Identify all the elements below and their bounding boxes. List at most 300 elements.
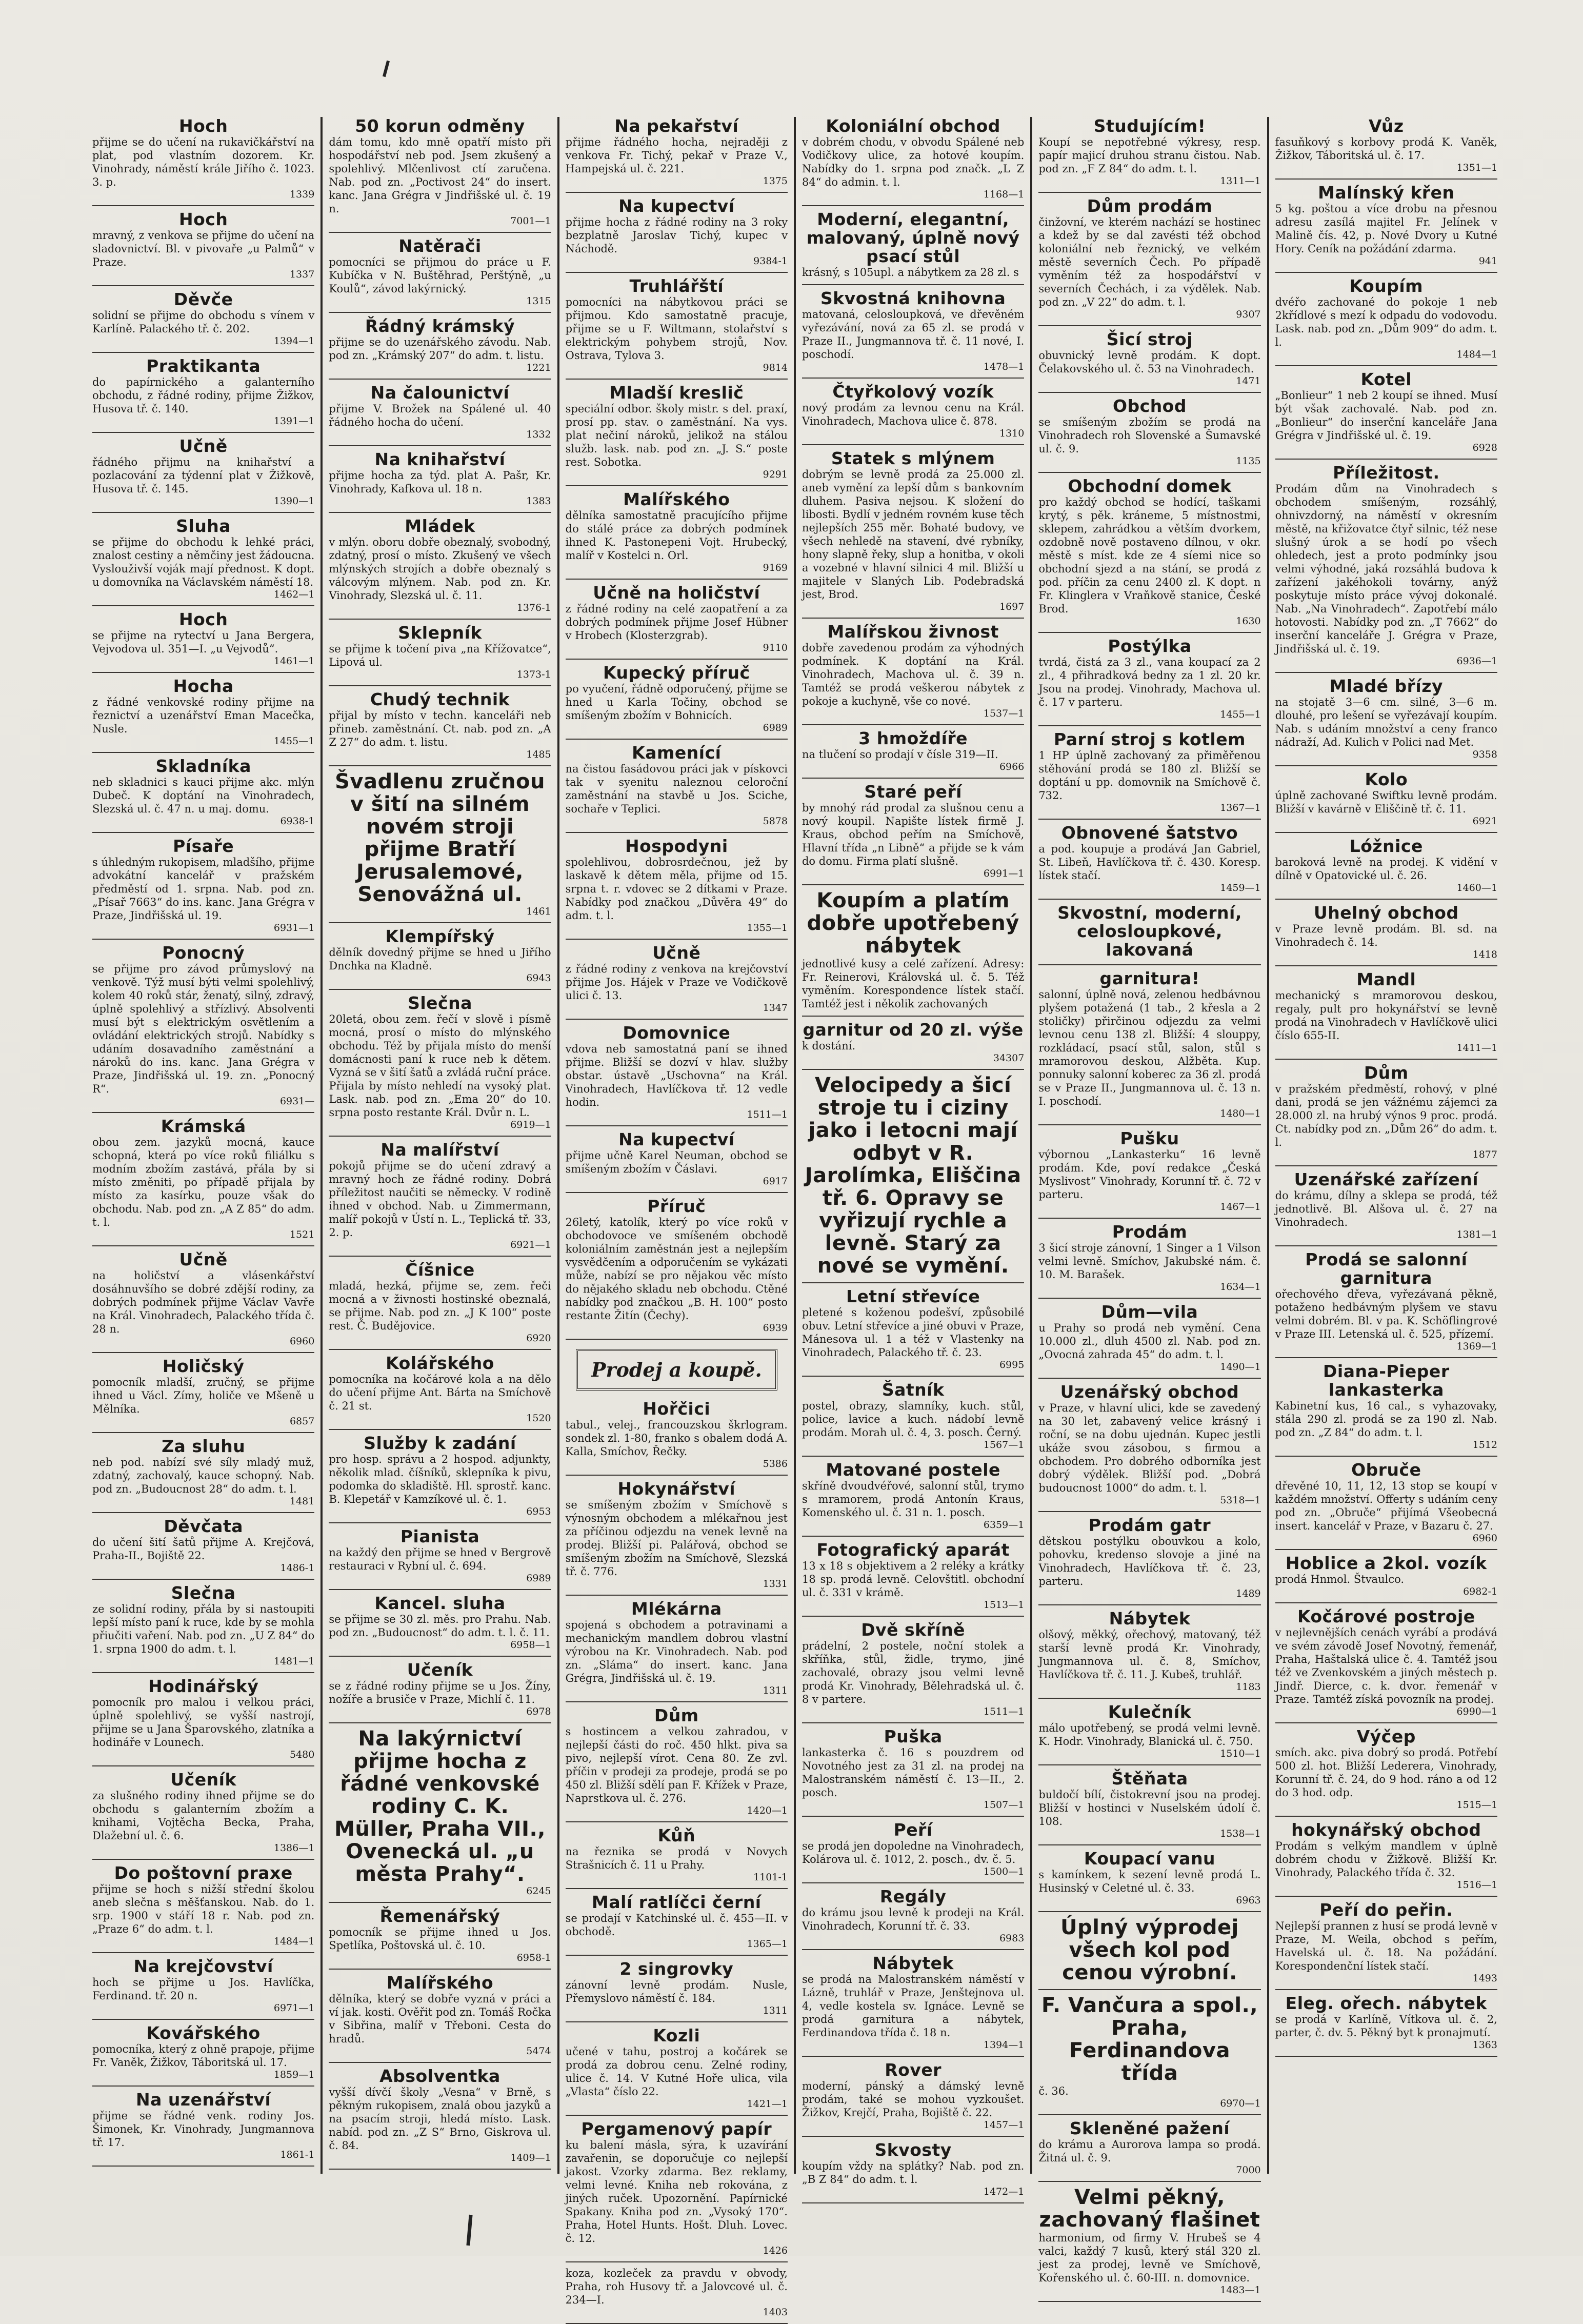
ad-heading: Učeník	[407, 1660, 473, 1680]
classified-ad	[329, 384, 551, 440]
ad-reference-number: 6966	[999, 761, 1025, 772]
classified-ad	[802, 889, 1024, 1010]
ad-reference-number: 1486-1	[280, 1562, 315, 1574]
classified-ad	[802, 783, 1024, 879]
ad-reference-number: 6931—1	[273, 922, 315, 933]
ad-divider	[1038, 632, 1260, 633]
classified-ad	[1038, 1850, 1260, 1906]
ad-heading: Velmi pěkný, zachovaný flašinet	[1039, 2186, 1260, 2232]
ad-divider	[92, 832, 314, 833]
ad-text: Nejlepší prannen z husí se prodá levně v Praze, M. Weila, obchod s peřím, Havelská ul. č. 18. Na požádání. Korespondenční lístek stačí.	[1275, 1920, 1497, 1972]
ad-reference-number: 941	[1478, 255, 1497, 267]
ad-text: 3 šicí stroje zánovní, 1 Singer a 1 Vilson velmi levně. Smíchov, Jakubské nám. č. 10. M. Barašek.	[1038, 1242, 1261, 1281]
ad-reference-number: 1511—1	[983, 1706, 1025, 1717]
ad-text: do učení šití šatů přijme A. Krejčová, Praha-II., Bojiště 22.	[92, 1536, 315, 1562]
ad-heading: Hoch	[178, 609, 228, 629]
ad-heading: Řemenářský	[379, 1906, 500, 1926]
ad-text: lankasterka č. 16 s pouzdrem od Novotného jest za 31 zl. na prodej na Malostranském náměstí č. 13—II., 2. posch.	[801, 1746, 1025, 1799]
ad-text: do krámu, dílny a sklepa se prodá, též jednotlivě. Bl. Alšova ul. č. 27 na Vinohradech.	[1275, 1189, 1497, 1228]
ad-heading: Peří	[893, 1820, 933, 1840]
ad-reference-number: 1515—1	[1456, 1799, 1497, 1811]
ad-reference-number: 6943	[526, 972, 551, 984]
classified-ad	[566, 1130, 788, 1187]
ad-heading: Diana-Pieper lankasterka	[1323, 1361, 1450, 1400]
ad-reference-number: 1861-1	[280, 2149, 315, 2160]
classified-ad	[329, 994, 551, 1130]
ad-heading: Šatník	[881, 1380, 945, 1400]
ad-heading: Obruče	[1351, 1460, 1421, 1480]
ad-reference-number: 6938-1	[280, 816, 315, 827]
ad-heading: Na malířství	[380, 1140, 499, 1160]
ad-text: po vyučení, řádně odporučený, přijme se hned u Karla Točiny, obchod se smíšeným zbožím v Bohnicích.	[565, 683, 788, 722]
ad-text: k dostání.	[801, 1040, 856, 1052]
ad-divider	[92, 1112, 314, 1113]
ad-reference-number: 1521	[289, 1229, 315, 1240]
ad-reference-number: 1409—1	[510, 2152, 551, 2163]
ad-reference-number: 1489	[1236, 1588, 1261, 1599]
ad-reference-number: 6995	[999, 1359, 1025, 1370]
ad-heading: Skvosty	[874, 2140, 952, 2160]
classified-ad	[92, 757, 314, 827]
ad-divider	[1038, 1378, 1260, 1379]
ad-reference-number: 6963	[1236, 1895, 1261, 1906]
ad-text: Prodám dům na Vinohradech s obchodem smíšeným, rozsáhlý, ohnivzdorný, na náměstí v okresním městě, na křižovatce čtyř silnic, též nese slušný úrok a se hodí po všech ohledech, jest a proto podmínky jsou velmi výhodné, jaká rozsáhlá budova k zařízení jakéhokoli továrny, anýž poskytuje místo práce vývoj dokonalé. Nab. „Na Vinohradech“. Zapotřebí málo hotovosti. Nabídky pod zn. „T 7662“ do inserční kanceláře J. Grégra v Praze, Jindřišská ul. č. 19.	[1275, 483, 1497, 655]
ad-reference-number: 1510—1	[1220, 1748, 1261, 1759]
classified-ad	[802, 1461, 1024, 1531]
classified-ad	[92, 837, 314, 933]
ad-text: baroková levně na prodej. K vidění v dílně v Opatovické ul. č. 26.	[1275, 856, 1497, 882]
ad-divider	[1038, 899, 1260, 900]
classified-ad	[92, 1250, 314, 1347]
ad-divider	[92, 1432, 314, 1433]
ad-text: na řeznika se prodá v Novych Strašnicích č. 11 u Prahy.	[565, 1845, 788, 1871]
ad-divider	[802, 778, 1024, 779]
ad-reference-number: 9358	[1472, 749, 1497, 760]
ad-divider	[1038, 192, 1260, 193]
ad-text: pomocník pro malou i velkou práci, úplně spolehlivý, se vyšší nastrojí, přijme se u Jana Šparovského, zlatníka a hodináře v Lounech.	[92, 1696, 315, 1749]
ad-text: vdova neb samostatná paní se ihned přijme. Bližší se dozví v hlav. služby obstar. ústavě „Uschovna“ na Král. Vinohradech, Havlíčkova tř. 12 vedle hodin.	[565, 1043, 788, 1108]
ad-text: koupím vždy na splátky? Nab. pod zn. „B Z 84“ do adm. t. l.	[801, 2160, 1025, 2186]
classified-ad	[566, 2120, 788, 2256]
classified-ad	[1038, 1770, 1260, 1839]
classified-ad	[1275, 1727, 1497, 1811]
ad-reference-number: 1630	[1236, 615, 1261, 627]
ad-reference-number: 1537—1	[983, 708, 1025, 719]
ad-divider	[566, 1888, 788, 1889]
classified-ad	[802, 1541, 1024, 1611]
classified-ad	[329, 1974, 551, 2057]
ad-divider	[92, 1512, 314, 1513]
ad-text: na stojatě 3—6 cm. silné, 3—6 m. dlouhé, pro lešení se vyřezávají koupím. Nab. s udáním množství a ceny franco nádraží, Ad. Kulich v Polici nad Met.	[1275, 696, 1497, 748]
ad-text: přijme řádného hocha, nejraději z venkova Fr. Tichý, pekař v Praze V., Hampejská ul. č. 221.	[565, 136, 788, 175]
ad-text: spojená s obchodem a potravinami a mechanickým mandlem dobrou vlastní výrobou na Kr. Vinohradech. Nab. pod zn. „Sláma“ do insert. kanc. Jana Grégra, Jindřišská ul. č. 19.	[565, 1619, 788, 1684]
ad-reference-number: 1538—1	[1220, 1828, 1261, 1839]
classified-ad	[1038, 1610, 1260, 1693]
classified-ad	[329, 1907, 551, 1963]
ad-heading: Hoch	[178, 116, 228, 136]
ad-divider	[802, 444, 1024, 445]
ad-heading: Domovnice	[623, 1023, 731, 1043]
ad-text: na každý den přijme se hned v Bergrově restauraci v Rybní ul. č. 694.	[329, 1546, 551, 1572]
ad-divider	[1275, 1165, 1497, 1166]
ad-heading: Absolventka	[379, 2066, 500, 2086]
ad-heading: Prodám gatr	[1088, 1515, 1211, 1535]
ad-text: v mlýn. oboru dobře obeznalý, svobodný, zdatný, prosí o místo. Zkušený ve všech mlýnských strojích a dobře obeznalý s válcovým mlýnem. Nab. pod zn. Kr. Vinohrady, Slezská ul. č. 11.	[329, 536, 551, 602]
ad-text: přijme se do učení na rukavičkářství na plat, pod vlastním dozorem. Kr. Vinohrady, náměstí krále Jiřího č. 1023. 3. p.	[92, 136, 315, 188]
ad-heading: Do poštovní praxe	[114, 1863, 293, 1883]
ad-heading: Na krejčovství	[133, 1956, 273, 1976]
ad-heading: Děvče	[173, 289, 233, 309]
classified-ad	[802, 449, 1024, 612]
classified-ad	[802, 1727, 1024, 1811]
ad-reference-number: 6921	[1472, 816, 1497, 827]
ad-text: tabul., velej., francouzskou škrlogram. sondek zl. 1-80, franko s obalem dodá A. Kalla, Smíchov, Řečky.	[565, 1419, 788, 1458]
classified-ad	[566, 2267, 788, 2318]
ad-text: v dobrém chodu, v obvodu Spálené neb Vodičkovy ulice, za hotové koupím. Nabídky do 1. srpna pod značk. „L Z 84“ do admin. t. l.	[801, 136, 1025, 188]
ad-divider	[329, 1256, 551, 1257]
ad-reference-number: 1420—1	[747, 1805, 788, 1816]
ad-heading: Mládek	[405, 516, 475, 536]
classified-ad	[566, 1706, 788, 1816]
ad-divider	[329, 922, 551, 923]
ad-heading: Pergamenový papír	[581, 2119, 772, 2139]
ad-text: ze solidní rodiny, přála by si nastoupiti lepší místo paní k ruce, kde by se mohla přiučiti vaření. Nab. pod zn. „U Z 84“ do 1. srpna 1900 do adm. t. l.	[92, 1603, 315, 1655]
ad-text: se smíšeným zbožím se prodá na Vinohradech roh Slovenské a Šumavské ul. č. 9.	[1038, 416, 1261, 455]
ad-text: u Prahy so prodá neb vymění. Cena 10.000 zl., dluh 4500 zl. Nab. pod zn. „Ovocná zahrada 45“ do adm. t. l.	[1038, 1322, 1261, 1361]
ad-heading: Natěrači	[398, 236, 482, 256]
ad-divider	[1275, 832, 1497, 833]
ad-reference-number: 9291	[763, 469, 788, 480]
ad-divider	[802, 724, 1024, 725]
ad-text: do krámu a Aurorova lampa so prodá. Žitná ul. č. 9.	[1038, 2138, 1261, 2164]
ad-heading: Na lakýrnictví přijme hocha z řádné venkovské rodiny C. K. Müller, Praha VII., Ovenecká ul. „u města Prahy“.	[334, 1727, 546, 1886]
ad-reference-number: 1481	[289, 1496, 315, 1507]
ad-reference-number: 1481—1	[273, 1656, 315, 1667]
ad-text: „Bonlieur“ 1 neb 2 koupí se ihned. Musí být však zachovalé. Nab. pod zn. „Bonlieur“ do inserční kanceláře Jana Grégra v Jindřišské ul. č. 19.	[1275, 389, 1497, 442]
ad-reference-number: 1457—1	[983, 2119, 1025, 2131]
ad-heading: Koupím	[1349, 276, 1424, 296]
ad-divider	[566, 2261, 788, 2262]
ad-text: speciální odbor. školy mistr. s del. praxí, prosí pp. stav. o zaměstnání. Na vys. plat nečiní nároků, jelikož na stálou služb. lask. nab. pod zn. „J. S.“ poste rest. Sobotka.	[565, 403, 788, 468]
ad-heading: Na uzenářství	[136, 2090, 271, 2110]
classified-ad	[566, 2027, 788, 2110]
col-4	[796, 116, 1032, 2197]
ad-reference-number: 5878	[763, 816, 788, 827]
ad-heading: Obchodní domek	[1068, 476, 1232, 496]
ad-text: pro každý obchod se hodící, taškami krytý, s pěk. kráneme, 5 místnostmi, sklepem, zahrádkou a větším dvorkem, ozdobně nově postaveno dílnou, v okr. městě s míst. kde ze 4 síemi nice so obchodní sjezd a na stání, se prodá z pod. příčin za cenu 2400 zl. K dopt. n Fr. Klinglera v Vraňkově stanice, České Brod.	[1038, 496, 1261, 615]
ad-text: se přijme do obchodu k lehké práci, znalost cestiny a němčiny jest žádoucna. Vyslouživší voják mají přednost. K dopt. u domovníka na Václavském náměstí 18.	[92, 536, 315, 588]
classified-ad	[566, 1480, 788, 1590]
ad-divider	[92, 2019, 314, 2020]
classified-ad	[1038, 1916, 1260, 1984]
ad-text: se prodá na Malostranském náměstí v Lázně, truhlář v Praze, Jenštejnova ul. 4, vedle kostela sv. Ignáce. Levně se prodá garnitura a nábytek, Ferdinandova třída č. 18 n.	[801, 1973, 1025, 2039]
ad-heading: Puška	[884, 1726, 943, 1746]
ad-text: prodá Hnmol. Štvaulco.	[1275, 1573, 1405, 1585]
ad-reference-number: 7000	[1236, 2164, 1261, 2176]
ad-heading: Uzenářský obchod	[1060, 1382, 1239, 1402]
classified-ad	[566, 1960, 788, 2016]
ad-text: prádelní, 2 postele, noční stolek a skříňka, stůl, židle, trymo, jiné zachovalé, obrazy jsou velmi levně prodá Kr. Vinohrady, Bělehradská ul. č. 8 v partere.	[801, 1640, 1025, 1705]
ad-heading: Kupecký příruč	[603, 663, 750, 683]
classified-ad	[566, 197, 788, 267]
ad-divider	[92, 2166, 314, 2167]
classified-columns	[86, 116, 1504, 2318]
ad-text: koza, kozleček za pravdu v obvody, Praha, roh Husovy tř. a Jalovcové ul. č. 234—I.	[565, 2267, 788, 2306]
ad-text: salonní, úplně nová, zelenou hedbávnou plyšem potažená (1 tab., 2 křesla a 2 stoličky) přirčinou odjezdu za velmi levnou cenu 138 zl. Bližší: 4 slouppy, rozkládací, psací stůl, salon, stůl s mramorovou deskou, Alžběta. Kup. ponnuky salonní koberec za 36 zl. prodá se v Praze II., Jungmannova ul. č. 13 n. I. poschodí.	[1038, 988, 1261, 1107]
ad-text: vyšší dívčí školy „Vesna“ v Brně, s pěkným rukopisem, znalá obou jazyků a na psacím stroji, hledá místo. Lask. nabíd. pod zn. „Z S“ Brno, Giskrova ul. č. 84.	[329, 2086, 551, 2152]
ad-heading: Mladší kreslič	[609, 383, 744, 403]
ad-heading: Hokynářství	[617, 1479, 736, 1499]
ad-heading: hokynářský obchod	[1291, 1820, 1481, 1840]
ad-reference-number: 1485	[526, 749, 551, 760]
ad-divider	[92, 672, 314, 673]
ad-heading: Regály	[879, 1886, 947, 1906]
ad-divider	[1275, 365, 1497, 366]
ad-heading: Sklepník	[398, 623, 482, 643]
ad-heading: Klempířský	[385, 926, 495, 946]
ad-heading: Na čalounictví	[370, 383, 510, 403]
ad-heading: Výčep	[1356, 1726, 1416, 1746]
ad-divider	[1038, 819, 1260, 820]
ad-heading: Slečna	[171, 1583, 236, 1603]
ad-divider	[1275, 178, 1497, 180]
classified-ad	[1275, 1821, 1497, 1891]
ad-reference-number: 9814	[763, 362, 788, 373]
ad-divider	[92, 752, 314, 753]
ad-divider	[1275, 1722, 1497, 1723]
classified-ad	[566, 117, 788, 187]
ad-heading: Prodám	[1112, 1222, 1188, 1242]
ad-heading: Ponocný	[162, 943, 245, 963]
ink-mark	[466, 2215, 472, 2246]
ad-reference-number: 1421—1	[747, 2098, 788, 2110]
classified-ad	[1275, 1901, 1497, 1984]
ad-reference-number: 1403	[763, 2307, 788, 2318]
ad-reference-number: 1859—1	[273, 2069, 315, 2080]
ad-text: dětskou postýlku obouvkou a kolo, pohovku, kredenso slovoje a jiné na Vinohradech, Havlíčkova tř. č. 23, parteru.	[1038, 1535, 1261, 1587]
ad-divider	[329, 765, 551, 766]
ad-reference-number: 6919—1	[510, 1119, 551, 1130]
ad-divider	[802, 1456, 1024, 1457]
classified-ad	[566, 384, 788, 480]
ad-heading: Malínský křen	[1318, 183, 1455, 203]
ad-heading: Kotel	[1360, 369, 1412, 389]
ad-heading: Dvě skříně	[861, 1620, 966, 1640]
ad-text: postel, obrazy, slamníky, kuch. stůl, police, lavice a kuch. nádobí levně prodám. Morah ul. č. 4, 3. posch. Černý.	[801, 1400, 1025, 1439]
ad-reference-number: 6953	[526, 1506, 551, 1517]
ad-text: neb skladnici s kauci přijme akc. mlýn Dubeč. K doptání na Vinohradech, Slezská ul. č. 47 n. u maj. domu.	[92, 776, 315, 815]
classified-ad	[1038, 397, 1260, 467]
ad-reference-number: 1351—1	[1456, 162, 1497, 173]
classified-ad	[566, 1400, 788, 1469]
ad-divider	[1038, 1604, 1260, 1605]
classified-ad	[329, 450, 551, 507]
ad-reference-number: 6978	[526, 1706, 551, 1717]
classified-ad	[802, 117, 1024, 200]
ad-reference-number: 1455—1	[273, 736, 315, 747]
classified-ad	[1038, 1129, 1260, 1213]
ad-text: mravný, z venkova se přijme do učení na sladovnictví. Bl. v pivovaře „u Palmů“ v Praze.	[92, 229, 315, 268]
ad-text: přijme se do uzenářského závodu. Nab. pod zn. „Krámský 207“ do adm. t. listu.	[329, 336, 551, 362]
ad-text: Prodám s velkým mandlem v úplně dobrém chodu v Žižkově. Bližší Kr. Vinohrady, Palackého třída č. 32.	[1275, 1840, 1497, 1879]
ad-divider	[1038, 1764, 1260, 1765]
ad-text: Koupí se nepotřebné výkresy, resp. papír majicí druhou stranu čistou. Nab. pod zn. „F Z 84“ do adm. t. l.	[1038, 136, 1261, 175]
ad-reference-number: 6960	[289, 1336, 315, 1347]
ad-heading: Fotografický aparát	[816, 1540, 1010, 1560]
ad-reference-number: 1183	[1236, 1681, 1261, 1693]
ad-heading: Příležitost.	[1333, 463, 1440, 483]
classified-ad	[1275, 117, 1497, 173]
ad-text: spolehlivou, dobrosrdečnou, jež by laskavě k dětem měla, přijme od 15. srpna t. r. vdovec se 2 dítkami v Praze. Nabídky pod značkou „Důvěra 49“ do adm. t. l.	[565, 856, 788, 922]
ad-reference-number: 5386	[763, 1458, 788, 1469]
ad-text: na tlučení so prodají v čísle 319—II.	[801, 748, 998, 761]
ad-divider	[329, 1349, 551, 1350]
ad-text: z řádné rodiny z venkova na krejčovství přijme Jos. Hájek v Praze ve Vodičkově ulici č. 13.	[565, 963, 788, 1002]
ad-divider	[92, 1859, 314, 1860]
ad-divider	[566, 832, 788, 833]
ad-text: mladá, hezká, přijme se, zem. řeči mocná a v živnosti hostinské obeznalá, se přijme. Nab. pod zn. „J K 100“ poste rest. Č. Budějovice.	[329, 1280, 551, 1332]
ad-divider	[1275, 1896, 1497, 1897]
ad-heading: 2 singrovky	[619, 1959, 734, 1979]
ad-text: solidní se přijme do obchodu s vínem v Karlíně. Palackého tř. č. 202.	[92, 309, 315, 335]
ad-heading: Mladé břízy	[1329, 676, 1443, 696]
ad-heading: Kozli	[653, 2025, 700, 2045]
ad-text: se prodají v Katchinské ul. č. 455—II. v obchodě.	[565, 1912, 788, 1938]
ad-divider	[802, 284, 1024, 285]
classified-ad	[92, 944, 314, 1107]
classified-ad	[1275, 677, 1497, 760]
ad-heading: Skladníka	[155, 756, 251, 776]
classified-ad	[1038, 904, 1260, 959]
ad-divider	[329, 232, 551, 233]
classified-ad	[329, 1727, 551, 1897]
classified-ad	[802, 1287, 1024, 1370]
ad-divider	[1038, 1844, 1260, 1845]
ad-text: harmonium, od firmy V. Hrubeš se 4 valci, každý 7 kusů, který stál 320 zl. jest za prodej, levně ve Smíchově, Kořenského ul. č. 60-III. n. domovnice.	[1038, 2232, 1261, 2284]
classified-ad	[92, 1517, 314, 1574]
ad-divider	[329, 445, 551, 446]
ad-text: dělníka samostatně pracujícího přijme do stálé práce za dobrých podmínek ihned K. Pastonepeni Vojt. Hrubecký, malíř v Kostelci n. Orl.	[565, 509, 788, 562]
ad-divider	[329, 1429, 551, 1430]
ad-heading: Truhlářští	[629, 276, 724, 296]
ad-text: pletené s koženou podešví, způsobilé obuv. Letní střevíce a jiné obuvi v Praze, Mánesova ul. 1 a též v Vlastenky na Vinohradech, Palackého tř. č. 23.	[801, 1306, 1025, 1359]
classified-ad	[1275, 1362, 1497, 1451]
ad-divider	[1038, 2301, 1260, 2302]
ad-heading: garnitur od 20 zl. výše	[803, 1020, 1024, 1040]
classified-ad	[329, 237, 551, 307]
ad-reference-number: 1455—1	[1220, 709, 1261, 720]
ad-heading: Na kupectví	[618, 1129, 735, 1149]
ad-reference-number: 1355—1	[747, 922, 788, 933]
ad-divider	[329, 989, 551, 990]
classified-ad	[1038, 1303, 1260, 1373]
ad-text: úplně zachované Swiftku levně prodám. Bližší v kavárně v Eliščině tř. č. 11.	[1275, 789, 1497, 815]
ad-reference-number: 6983	[999, 1933, 1025, 1944]
ad-divider	[329, 1902, 551, 1903]
ad-heading: Učně	[652, 943, 701, 963]
ad-text: ku balení másla, sýra, k uzavírání zavařenin, se doporučuje co nejlepší jakost. Vzorky zdarma. Bez reklamy, velmi levné. Kniha neb rokována, z jiných ruček. Upozornění. Papírnické Spakany. Kniha pod zn. „Vysoký 170“. Praha, Hotel Hunts. Hošt. Dluh. Lovec. č. 12.	[565, 2139, 788, 2244]
classified-ad	[1275, 837, 1497, 893]
classified-ad	[1038, 477, 1260, 627]
classified-ad	[566, 837, 788, 933]
ad-reference-number: 6982-1	[1463, 1586, 1497, 1597]
ad-reference-number: 1511—1	[747, 1109, 788, 1120]
ad-reference-number: 6931—	[279, 1096, 315, 1107]
ad-reference-number: 6921—1	[510, 1239, 551, 1250]
ad-divider	[1038, 472, 1260, 473]
ad-divider	[1038, 725, 1260, 726]
col-2	[323, 117, 559, 2174]
ad-divider	[802, 884, 1024, 885]
ad-divider	[1038, 1124, 1260, 1125]
ad-text: 26letý, katolík, který po více roků v obchodovoce ve smíšeném obchodě koloniálním zaměstnán jest a nejlepším vysvědčením a odporučením se vykázati může, nabízí se pro nějakou věc místo do nějakého skladu neb obchodu. Ctěné nabídky pod značkou „B. H. 100“ posto restante Žitín (Čechy).	[565, 1216, 788, 1322]
ad-reference-number: 1461	[526, 906, 551, 917]
ad-reference-number: 1567—1	[983, 1439, 1025, 1451]
ad-heading: Číšnice	[405, 1260, 475, 1280]
ad-heading: Vůz	[1369, 116, 1404, 136]
ad-reference-number: 1472—1	[983, 2186, 1025, 2197]
ad-reference-number: 7001—1	[510, 215, 551, 227]
classified-ad	[802, 2061, 1024, 2131]
ad-reference-number: 1634—1	[1220, 1281, 1261, 1293]
ad-reference-number: 1418	[1472, 949, 1497, 960]
ad-reference-number: 1339	[289, 189, 315, 200]
ad-text: nový prodám za levnou cenu na Král. Vinohradech, Machova ulice č. 878.	[801, 402, 1025, 427]
ad-heading: Malířskou živnost	[827, 622, 999, 642]
classified-ad	[329, 517, 551, 613]
ad-reference-number: 6958-1	[516, 1952, 551, 1963]
ad-text: na čistou fasádovou práci jak v pískovci tak v syenitu naleznou celoroční zaměstnání na stavbě u Jos. Sciche, sochaře v Teplici.	[565, 763, 788, 815]
ad-divider	[566, 1701, 788, 1702]
ad-divider	[1275, 1602, 1497, 1603]
ad-reference-number: 6936—1	[1456, 656, 1497, 667]
ad-text: 13 x 18 s objektivem a 2 reléky a krátky 18 sp. prodá levně. Celovštitl. obchodní ul. č. 331 v krámě.	[801, 1560, 1025, 1599]
ad-heading: Řádný krámský	[365, 316, 515, 336]
ad-divider	[566, 1821, 788, 1822]
ad-text: pro hosp. správu a 2 hospod. adjunkty, několik mlad. číšníků, sklepníka k pivu, podomka do skladiště. Hl. sprostř. kanc. B. Klepetář v Kamzíkové ul. č. 1.	[329, 1453, 551, 1505]
ad-heading: Dům	[654, 1705, 699, 1725]
classified-ad	[566, 1024, 788, 1120]
classified-ad	[1038, 1994, 1260, 2109]
ad-divider	[566, 659, 788, 660]
ad-text: dělníka, který se dobře vyzná v práci a ví jak. kosti. Ověřit pod zn. Tomáš Ročka v Sibřina, malíř v Třeboni. Cesta do hradů.	[329, 1993, 551, 2045]
ad-text: neb pod. nabízí své síly mladý muž, zdatný, zachovalý, kauce schopný. Nab. pod zn. „Budoucnost 28“ do adm. t. l.	[92, 1456, 315, 1495]
ad-heading: Na pekařství	[614, 116, 739, 136]
ad-heading: Šicí stroj	[1106, 329, 1193, 349]
ad-text: s kamínkem, k sezení levně prodá L. Husinský v Celetné ul. č. 33.	[1038, 1869, 1261, 1894]
ad-heading: Mandl	[1356, 969, 1416, 989]
ad-text: se přijme pro závod průmyslový na venkově. Týž musí býti velmi spolehlivý, kolem 40 roků stár, ženatý, silný, zdravý, úplně spolehlivý a střízlivý. Absolventi musí být s elektrickým osvětlením a ovládání elektrických strojů. Nabídky s udáním dosavadního zaměstnání a nároků do ins. kanc. Jana Grégra v Praze, Jindřišská ul. 19. zn. „Ponocný R“.	[92, 963, 315, 1095]
ad-divider	[1038, 1989, 1260, 1990]
classified-ad	[566, 584, 788, 653]
classified-ad	[329, 770, 551, 917]
ad-text: č. 36.	[1038, 2085, 1069, 2097]
ad-divider	[566, 1339, 788, 1340]
ad-reference-number: 1512	[1472, 1439, 1497, 1451]
ad-reference-number: 1315	[526, 295, 551, 307]
classified-ad	[92, 357, 314, 427]
ad-heading: Uhelný obchod	[1313, 903, 1459, 923]
classified-ad	[566, 944, 788, 1014]
classified-ad	[1038, 1223, 1260, 1293]
ad-text: se prodá jen dopoledne na Vinohradech, Kolárova ul. č. 1012, 2. posch., dv. č. 5.	[801, 1840, 1025, 1865]
ad-heading: Kolo	[1365, 769, 1408, 789]
ad-heading: Eleg. ořech. nábytek	[1285, 1993, 1487, 2013]
ad-divider	[566, 1192, 788, 1193]
ad-heading: Kovářského	[146, 2023, 261, 2043]
ad-heading: F. Vančura a spol., Praha, Ferdinandova třída	[1041, 1994, 1258, 2085]
ad-text: na holičství a vlásenkářství dosáhnuvšího se dobré zdější rodiny, za dobrých podmínek přijme Václav Vavře na Král. Vinohradech, Palackého třída č. 28 n.	[92, 1269, 315, 1335]
